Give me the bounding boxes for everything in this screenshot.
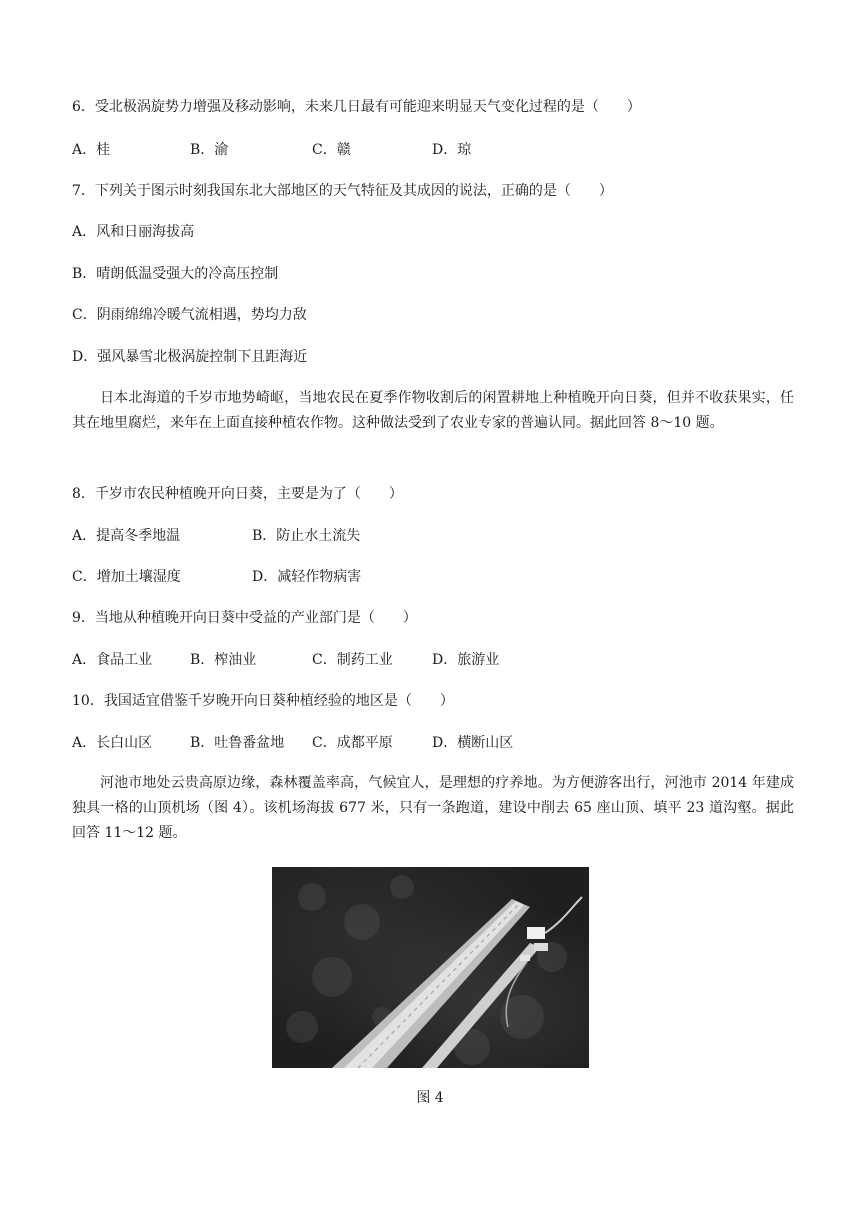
q10-option-a: A．长白山区 [72,735,153,751]
q6-option-b: B．渝 [190,142,229,158]
hangar [534,943,548,951]
q10-option-d: D．横断山区 [432,735,514,751]
q10-option-b: B．吐鲁番盆地 [190,735,285,751]
q9-option-d: D．旅游业 [432,652,500,668]
terminal-building [527,927,545,939]
service-building [520,955,530,961]
q6-option-c: C．赣 [312,142,351,158]
q9-option-a: A．食品工业 [72,652,153,668]
passage-chitose: 日本北海道的千岁市地势崎岖，当地农民在夏季作物收割后的闲置耕地上种植晚开向日葵，但并不收获果实，任其在地里腐烂，来年在上面直接种植农作物。这种做法受到了农业专家的普遍认同。据此回答 8～10 题。 [72,390,794,431]
q10-option-c: C．成都平原 [312,735,393,751]
q7-option-a: A．风和日丽海拔高 [72,224,195,240]
airport-photo-svg [272,867,589,1068]
question-7-stem: 7．下列关于图示时刻我国东北大部地区的天气特征及其成因的说法，正确的是（ ） [72,183,613,199]
q7-option-b: B．晴朗低温受强大的冷高压控制 [72,266,279,282]
q8-option-a: A．提高冬季地温 [72,528,181,544]
figure-caption: 图 4 [416,1090,444,1106]
question-6-stem: 6．受北极涡旋势力增强及移动影响，未来几日最有可能迎来明显天气变化过程的是（ ） [72,99,641,115]
q7-option-c: C．阴雨绵绵冷暖气流相遇，势均力敌 [72,307,307,323]
q8-option-b: B．防止水土流失 [252,528,361,544]
q9-option-c: C．制药工业 [312,652,393,668]
q6-option-a: A．桂 [72,142,111,158]
q6-option-d: D．琼 [432,142,472,158]
q8-option-d: D．减轻作物病害 [252,569,362,585]
q9-option-b: B．榨油业 [190,652,257,668]
question-8-stem: 8．千岁市农民种植晚开向日葵，主要是为了（ ） [72,486,403,502]
question-9-stem: 9．当地从种植晚开向日葵中受益的产业部门是（ ） [72,610,417,626]
q7-option-d: D．强风暴雪北极涡旋控制下且距海近 [72,349,308,365]
q8-option-c: C．增加土壤湿度 [72,569,181,585]
question-10-stem: 10．我国适宜借鉴千岁晚开向日葵种植经验的地区是（ ） [72,693,454,709]
passage-hechi: 河池市地处云贵高原边缘，森林覆盖率高，气候宜人，是理想的疗养地。为方便游客出行，河池市 2014 年建成独具一格的山顶机场（图 4）。该机场海拔 677 米，只有一条跑道，建设中削去 65 座山顶、填平 23 道沟壑。据此回答 11～12 题。 [72,775,794,841]
airport-runway-photo [272,867,589,1068]
